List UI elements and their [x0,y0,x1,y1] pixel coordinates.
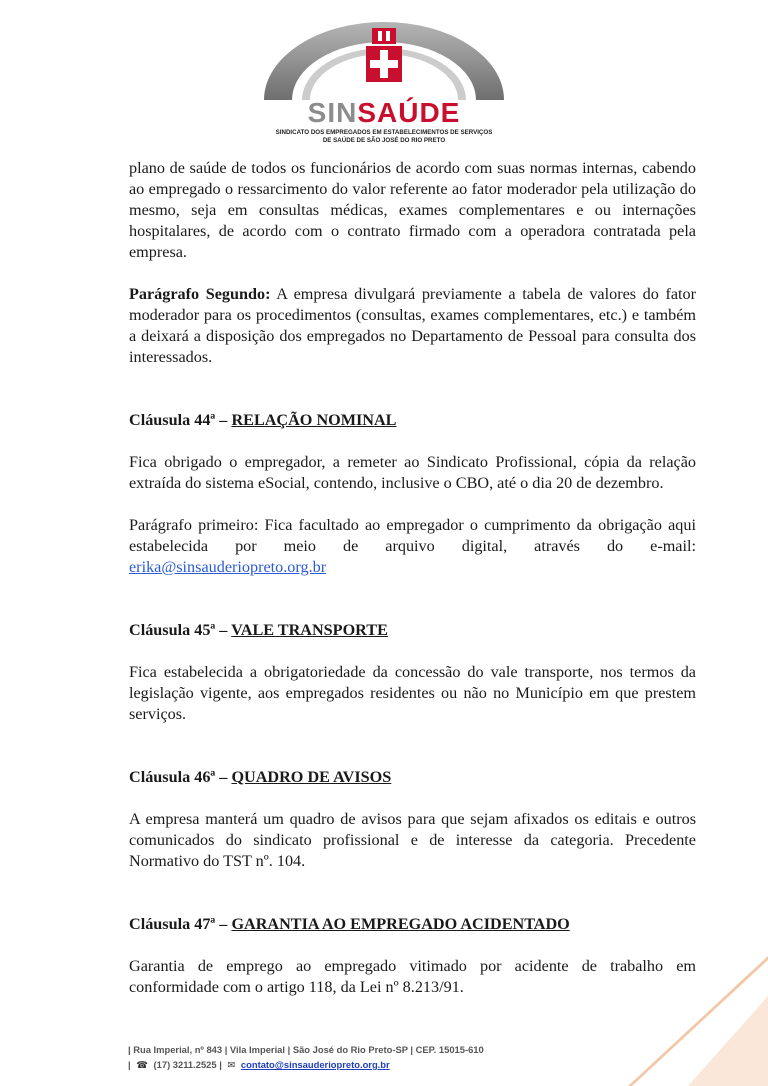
paragraph: Fica estabelecida a obrigatoriedade da concessão do vale transporte, nos termos da legislação vigente, aos empregados residentes ou não no Município em que prestem serviços. [129,663,696,723]
logo-wordmark-saude: SAÚDE [357,97,461,128]
envelope-icon: ✉ [227,1059,236,1070]
clause-title: GARANTIA AO EMPREGADO ACIDENTADO [231,915,570,933]
phone-icon: ☎ [136,1059,148,1070]
paragraph-segundo [129,284,696,368]
clause-title: RELAÇÃO NOMINAL [231,411,397,429]
clause-heading-47 [129,914,696,935]
document-body [129,158,696,998]
logo-arch-graphic [262,20,506,100]
clause-heading-45 [129,620,696,641]
clause-title: QUADRO DE AVISOS [231,768,392,786]
paragraph: Garantia de emprego ao empregado vitimado por acidente de trabalho em conformidade com o artigo 118, da Lei nº 8.213/91. [129,957,696,996]
clause-title: VALE TRANSPORTE [231,621,388,639]
paragraph: plano de saúde de todos os funcionários de acordo com suas normas internas, cabendo ao empregado o ressarcimento do valor referente ao fator moderador pela utilização do mesmo, seja em consultas médicas, exames complementares e ou internações hospitalares, de acordo com o contrato firmado com a operadora contratada pela empresa. [129,159,696,261]
logo-subtitle [262,129,506,144]
logo-wordmark [262,98,506,128]
clause-number: Cláusula 44ª – [129,411,232,429]
logo-subtitle-line2: DE SAÚDE DE SÃO JOSÉ DO RIO PRETO [322,136,446,144]
logo-subtitle-line1: SINDICATO DOS EMPREGADOS EM ESTABELECIMENTOS DE SERVIÇOS [275,129,493,136]
paragraph-text: Parágrafo primeiro: Fica facultado ao empregador o cumprimento da obrigação aqui estabelecida por meio de arquivo digital, através do e-mail: [129,516,696,555]
footer-separator: | [219,1059,222,1070]
clause-heading-44 [129,410,696,431]
footer [128,1042,548,1072]
footer-separator: | [128,1059,131,1070]
footer-contact [128,1057,548,1072]
footer-email-link[interactable]: contato@sinsauderiopreto.org.br [240,1059,390,1070]
sinsaude-logo [262,20,506,144]
paragraph-primeiro [129,515,696,578]
logo-wordmark-sin: SIN [307,97,358,128]
clause-heading-46 [129,767,696,788]
email-link[interactable]: erika@sinsauderiopreto.org.br [129,558,327,576]
paragraph: Fica obrigado o empregador, a remeter ao Sindicato Profissional, cópia da relação extraída do sistema eSocial, contendo, inclusive o CBO, até o dia 20 de dezembro. [129,453,696,492]
clause-number: Cláusula 47ª – [129,915,232,933]
footer-address: | Rua Imperial, nº 843 | Vila Imperial | São José do Rio Preto-SP | CEP. 15015-610 [128,1044,484,1055]
footer-phone: (17) 3211.2525 [153,1059,217,1070]
clause-number: Cláusula 46ª – [129,768,232,786]
clause-number: Cláusula 45ª – [129,621,232,639]
paragraph: A empresa manterá um quadro de avisos para que sejam afixados os editais e outros comunicados do sindicato profissional e de interesse da categoria. Precedente Normativo do TST nº. 104. [129,810,696,870]
corner-decoration [618,956,768,1086]
paragraph-text: A empresa divulgará previamente a tabela de valores do fator moderador para os procedimentos (consultas, exames complementares, etc.) e também a deixará a disposição dos empregados no Departamento de Pessoal para consulta dos interessados. [129,285,697,366]
paragraph-label: Parágrafo Segundo: [129,285,271,303]
